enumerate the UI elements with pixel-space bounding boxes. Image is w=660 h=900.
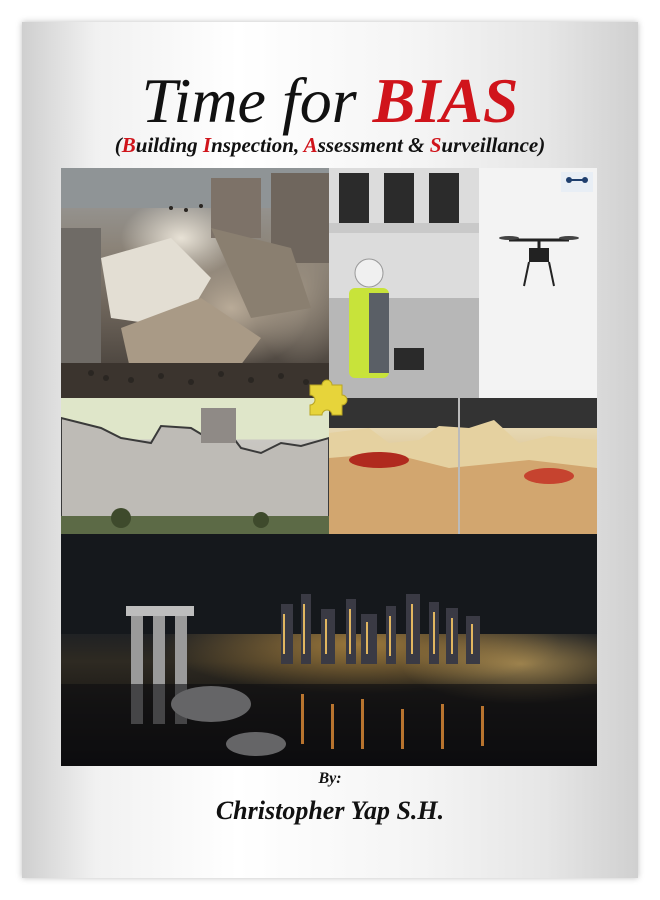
- drone-inspection-photo: [329, 168, 597, 398]
- author-name: Christopher Yap S.H.: [215, 796, 445, 825]
- subtitle-initial-s: S: [429, 133, 442, 157]
- title-prefix: Time for: [141, 65, 373, 136]
- subtitle-word-assessment: ssessment &: [317, 133, 430, 157]
- wall-outline-illustration: [61, 398, 329, 534]
- cover-subtitle: [0, 132, 660, 158]
- city-skyline-illustration: [61, 534, 597, 766]
- subtitle-initial-a: A: [303, 133, 318, 157]
- subtitle-word-building: uilding: [135, 133, 203, 157]
- cover-title: [0, 66, 660, 136]
- city-night-skyline-photo: [61, 534, 597, 766]
- byline-label: By:: [318, 770, 342, 787]
- puzzle-piece-icon: [304, 375, 350, 421]
- wall-outline-photo: [61, 398, 329, 534]
- collapsed-building-photo: [61, 168, 329, 398]
- thermal-wall-photo: [329, 398, 597, 534]
- subtitle-paren: (: [114, 133, 122, 157]
- drone-logo-icon: [561, 172, 593, 192]
- subtitle-word-surveillance: urveillance): [441, 133, 546, 157]
- subtitle-word-inspection: nspection,: [211, 133, 304, 157]
- thermal-wall-illustration: [329, 398, 597, 534]
- subtitle-initial-i: I: [202, 133, 212, 157]
- collapsed-building-illustration: [61, 168, 329, 398]
- drone-inspection-illustration: [329, 168, 597, 398]
- subtitle-initial-b: B: [121, 133, 136, 157]
- title-accent: BIAS: [372, 65, 519, 136]
